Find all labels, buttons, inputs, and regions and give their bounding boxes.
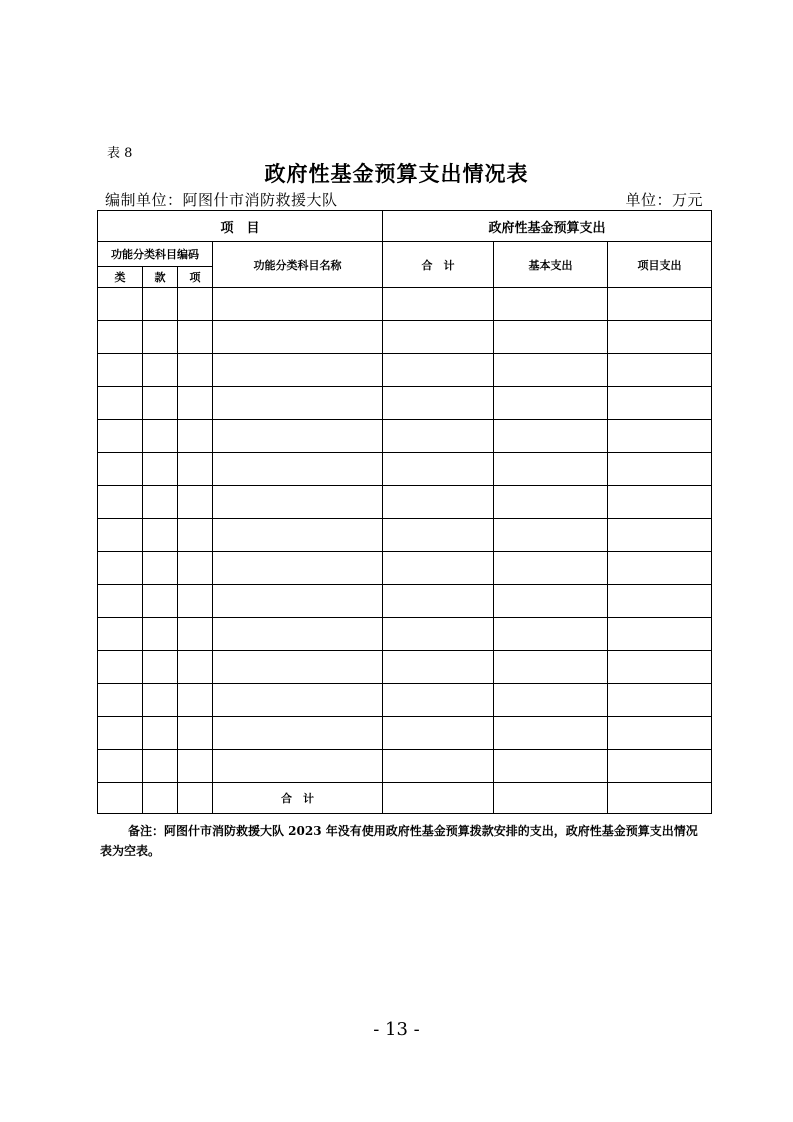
table-cell (143, 618, 178, 651)
table-cell (143, 453, 178, 486)
table-cell (213, 618, 383, 651)
table-cell (98, 420, 143, 453)
table-row (98, 684, 712, 717)
table-cell (494, 288, 608, 321)
table-cell (213, 453, 383, 486)
table-cell (608, 750, 712, 783)
table-cell (98, 486, 143, 519)
table-cell (608, 585, 712, 618)
header-basic: 基本支出 (494, 242, 608, 288)
header-code: 功能分类科目编码 (98, 242, 213, 267)
table-cell (143, 486, 178, 519)
table-cell (178, 717, 213, 750)
table-cell (98, 750, 143, 783)
header-expenditure-group: 政府性基金预算支出 (383, 211, 712, 242)
table-cell (608, 684, 712, 717)
table-cell (143, 651, 178, 684)
table-cell (178, 585, 213, 618)
table-cell (143, 783, 178, 814)
header-row-group (98, 211, 712, 242)
table-cell (143, 717, 178, 750)
table-cell (494, 750, 608, 783)
table-cell (178, 750, 213, 783)
table-row (98, 354, 712, 387)
table-cell (383, 783, 494, 814)
table-cell (98, 684, 143, 717)
table-row (98, 387, 712, 420)
table-cell (98, 288, 143, 321)
table-cell (608, 453, 712, 486)
table-cell (383, 684, 494, 717)
table-cell (383, 486, 494, 519)
table-cell (383, 354, 494, 387)
header-name: 功能分类科目名称 (213, 242, 383, 288)
table-cell (178, 684, 213, 717)
table-row (98, 453, 712, 486)
table-cell (383, 321, 494, 354)
table-cell (494, 486, 608, 519)
table-cell (98, 321, 143, 354)
table-cell (143, 552, 178, 585)
table-cell (494, 585, 608, 618)
table-cell (494, 420, 608, 453)
total-row (98, 783, 712, 814)
table-cell (608, 387, 712, 420)
table-cell (178, 354, 213, 387)
table-cell (143, 387, 178, 420)
table-cell (383, 585, 494, 618)
total-label: 合 计 (213, 783, 383, 814)
table-cell (383, 651, 494, 684)
table-cell (608, 519, 712, 552)
table-cell (213, 321, 383, 354)
table-row (98, 486, 712, 519)
table-cell (383, 618, 494, 651)
table-cell (494, 651, 608, 684)
table-row (98, 750, 712, 783)
table-row (98, 651, 712, 684)
table-cell (178, 618, 213, 651)
table-row (98, 618, 712, 651)
table-cell (178, 420, 213, 453)
table-cell (608, 651, 712, 684)
table-cell (494, 453, 608, 486)
table-cell (98, 783, 143, 814)
table-note: 备注：阿图什市消防救援大队 2023 年没有使用政府性基金预算拨款安排的支出，政府性基金预算支出情况表为空表。 (100, 824, 698, 858)
compiling-unit: 编制单位：阿图什市消防救援大队 (105, 191, 338, 209)
table-cell (494, 321, 608, 354)
table-cell (494, 354, 608, 387)
table-cell (608, 354, 712, 387)
table-cell (213, 552, 383, 585)
table-cell (143, 321, 178, 354)
table-cell (143, 684, 178, 717)
table-row (98, 288, 712, 321)
table-cell (213, 387, 383, 420)
table-cell (213, 750, 383, 783)
table-cell (178, 486, 213, 519)
table-cell (178, 519, 213, 552)
table-cell (383, 519, 494, 552)
page-number: - 13 - (373, 1019, 420, 1040)
table-cell (383, 717, 494, 750)
table-cell (178, 783, 213, 814)
header-lei: 类 (98, 267, 143, 288)
table-cell (178, 651, 213, 684)
table-row (98, 717, 712, 750)
table-row (98, 519, 712, 552)
table-cell (143, 750, 178, 783)
header-row-columns (98, 242, 712, 267)
table-cell (213, 684, 383, 717)
table-cell (98, 717, 143, 750)
table-cell (213, 585, 383, 618)
table-cell (178, 453, 213, 486)
table-cell (608, 321, 712, 354)
table-cell (494, 684, 608, 717)
table-cell (383, 387, 494, 420)
table-row (98, 420, 712, 453)
header-total: 合 计 (383, 242, 494, 288)
table-cell (213, 354, 383, 387)
table-cell (98, 453, 143, 486)
table-cell (178, 387, 213, 420)
table-cell (383, 420, 494, 453)
table-cell (213, 519, 383, 552)
table-cell (98, 585, 143, 618)
table-cell (494, 783, 608, 814)
table-cell (494, 717, 608, 750)
expenditure-table (97, 210, 712, 814)
table-cell (98, 552, 143, 585)
table-cell (494, 519, 608, 552)
table-cell (213, 717, 383, 750)
table-cell (98, 354, 143, 387)
table-cell (213, 651, 383, 684)
table-cell (383, 288, 494, 321)
table-cell (608, 288, 712, 321)
table-cell (494, 387, 608, 420)
header-project-group: 项 目 (98, 211, 383, 242)
table-cell (383, 552, 494, 585)
table-cell (178, 288, 213, 321)
table-cell (608, 420, 712, 453)
table-row (98, 321, 712, 354)
table-cell (178, 552, 213, 585)
table-number: 表 8 (107, 146, 133, 161)
table-cell (178, 321, 213, 354)
table-cell (143, 519, 178, 552)
table-cell (98, 387, 143, 420)
header-project: 项目支出 (608, 242, 712, 288)
currency-unit: 单位：万元 (625, 191, 703, 209)
table-cell (608, 717, 712, 750)
table-cell (608, 618, 712, 651)
table-cell (494, 618, 608, 651)
table-cell (143, 420, 178, 453)
table-cell (383, 453, 494, 486)
table-cell (143, 288, 178, 321)
table-cell (383, 750, 494, 783)
table-cell (98, 618, 143, 651)
header-kuan: 款 (143, 267, 178, 288)
table-cell (494, 552, 608, 585)
table-row (98, 585, 712, 618)
table-cell (608, 783, 712, 814)
table-cell (213, 288, 383, 321)
table-cell (608, 552, 712, 585)
table-cell (143, 585, 178, 618)
table-cell (213, 420, 383, 453)
header-xiang: 项 (178, 267, 213, 288)
page-title: 政府性基金预算支出情况表 (264, 161, 529, 186)
table-cell (608, 486, 712, 519)
table-cell (98, 651, 143, 684)
table-cell (213, 486, 383, 519)
table-cell (98, 519, 143, 552)
table-row (98, 552, 712, 585)
table-cell (143, 354, 178, 387)
